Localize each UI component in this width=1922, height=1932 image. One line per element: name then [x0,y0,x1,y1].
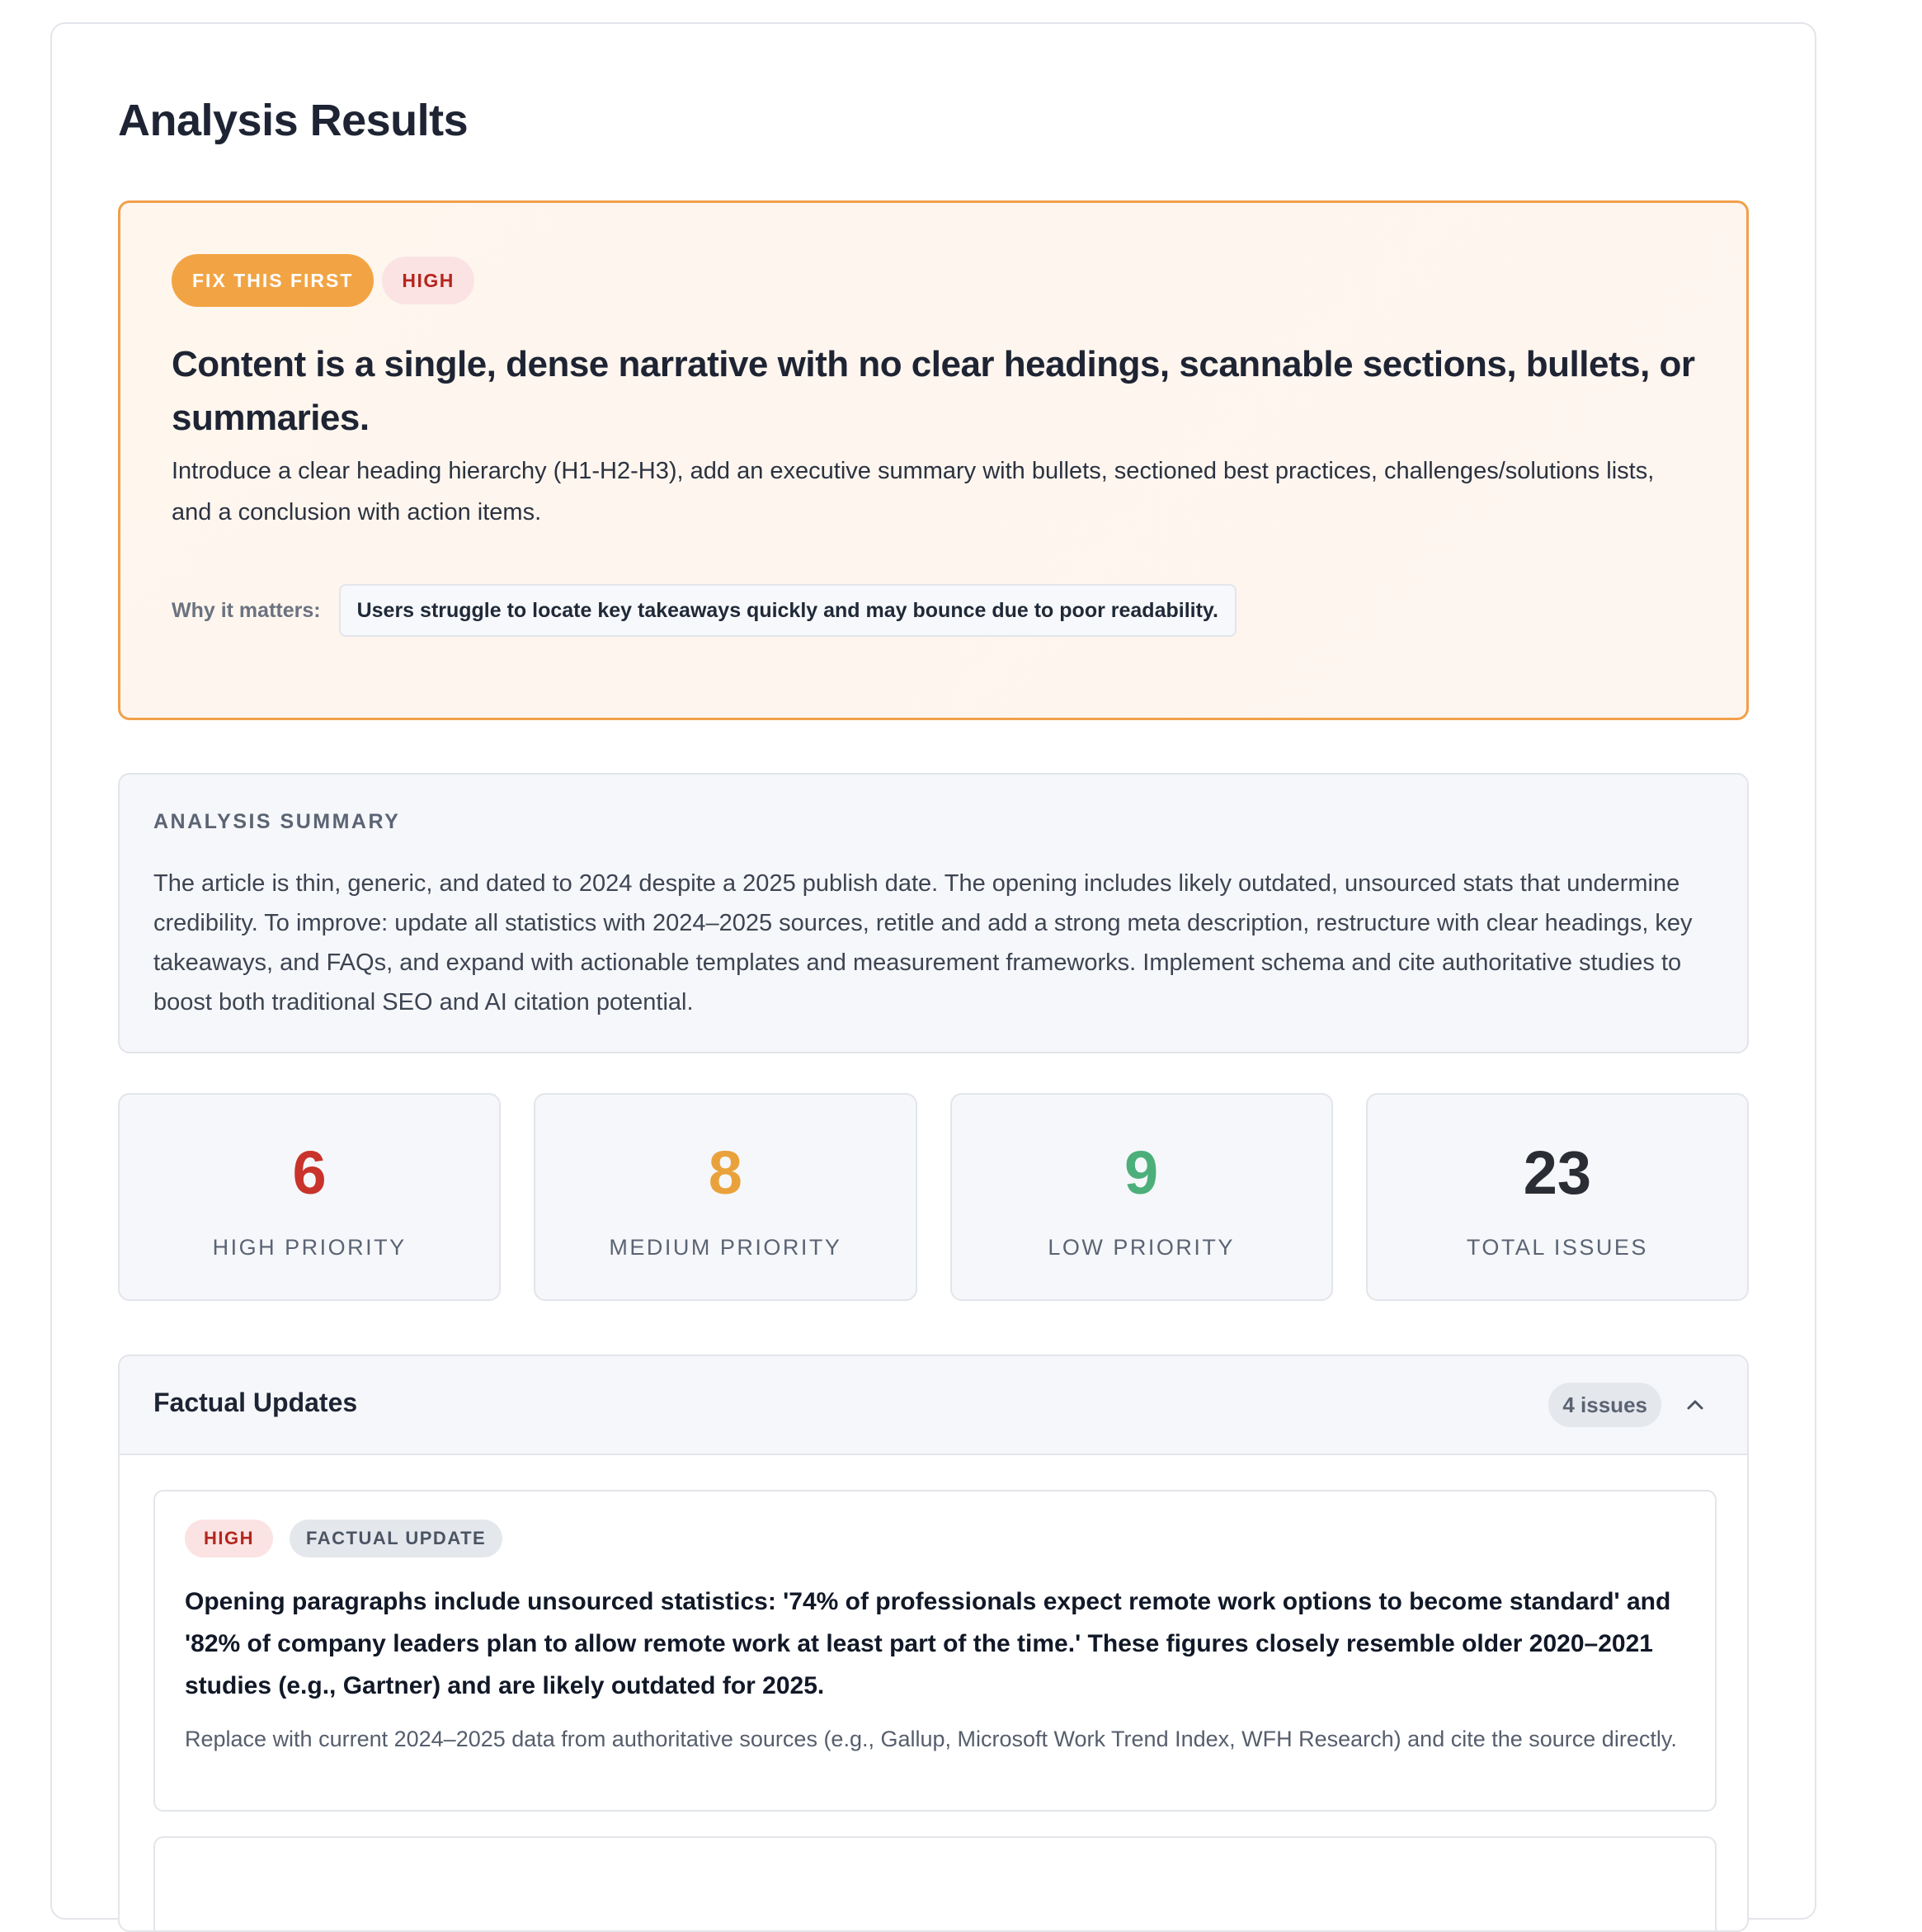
factual-updates-section [118,1355,1749,1932]
issues-count-badge: 4 issues [1548,1383,1661,1427]
fix-first-card [118,200,1749,720]
stat-label: LOW PRIORITY [1048,1235,1235,1260]
stat-label: HIGH PRIORITY [212,1235,407,1260]
stat-value: 8 [708,1138,742,1207]
factual-updates-header[interactable] [120,1356,1747,1455]
analysis-summary-heading: ANALYSIS SUMMARY [153,810,401,833]
priority-badge-high: HIGH [382,257,474,304]
stat-total-issues [1366,1093,1749,1301]
analysis-summary [118,773,1749,1053]
fix-first-badges [172,254,474,307]
stat-medium-priority [534,1093,916,1301]
stat-high-priority [118,1093,501,1301]
why-it-matters-row [172,584,1237,637]
section-title: Factual Updates [153,1388,358,1417]
issue-description: Replace with current 2024–2025 data from authoritative sources (e.g., Gallup, Microsoft Work Trend Index, WFH Research) and cite the source directly. [185,1727,1677,1751]
priority-stats [118,1093,1749,1301]
fix-first-description: Introduce a clear heading hierarchy (H1-H2-H3), add an executive summary with bullets, sectioned best practices, challenges/solutions lists, and a conclusion with action items. [172,458,1655,525]
issue-card [153,1836,1717,1932]
issue-badges [185,1520,502,1557]
analysis-summary-text: The article is thin, generic, and dated to 2024 despite a 2025 publish date. The opening includes likely outdated, unsourced stats that undermine credibility. To improve: update all statistics with 2024–2025 sources, retitle and add a strong meta description, restructure with clear headings, key takeaways, and FAQs, and expand with actionable templates and measurement frameworks. Implement schema and cite authoritative studies to boost both traditional SEO and AI citation potential. [153,870,1693,1015]
stat-label: TOTAL ISSUES [1466,1235,1648,1260]
fix-this-first-badge: FIX THIS FIRST [172,254,374,307]
why-it-matters-label: Why it matters: [172,598,321,622]
why-it-matters-text: Users struggle to locate key takeaways quickly and may bounce due to poor readability. [339,584,1237,637]
page-title: Analysis Results [118,96,469,145]
stat-value: 9 [1124,1138,1159,1207]
priority-badge-high: HIGH [185,1520,273,1557]
stat-low-priority [950,1093,1333,1301]
issue-type-badge: FACTUAL UPDATE [290,1520,502,1557]
fix-first-title: Content is a single, dense narrative with no clear headings, scannable sections, bullets, or summaries. [172,344,1695,438]
stat-value: 6 [292,1138,327,1207]
issue-card [153,1490,1717,1812]
issue-title: Opening paragraphs include unsourced statistics: '74% of professionals expect remote work options to become standard' and '82% of company leaders plan to allow remote work at least part of the time.' These figures closely resemble older 2020–2021 studies (e.g., Gartner) and are likely outdated for 2025. [185,1588,1671,1699]
stat-value: 23 [1523,1138,1592,1207]
chevron-up-icon[interactable] [1683,1392,1708,1417]
stat-label: MEDIUM PRIORITY [609,1235,842,1260]
